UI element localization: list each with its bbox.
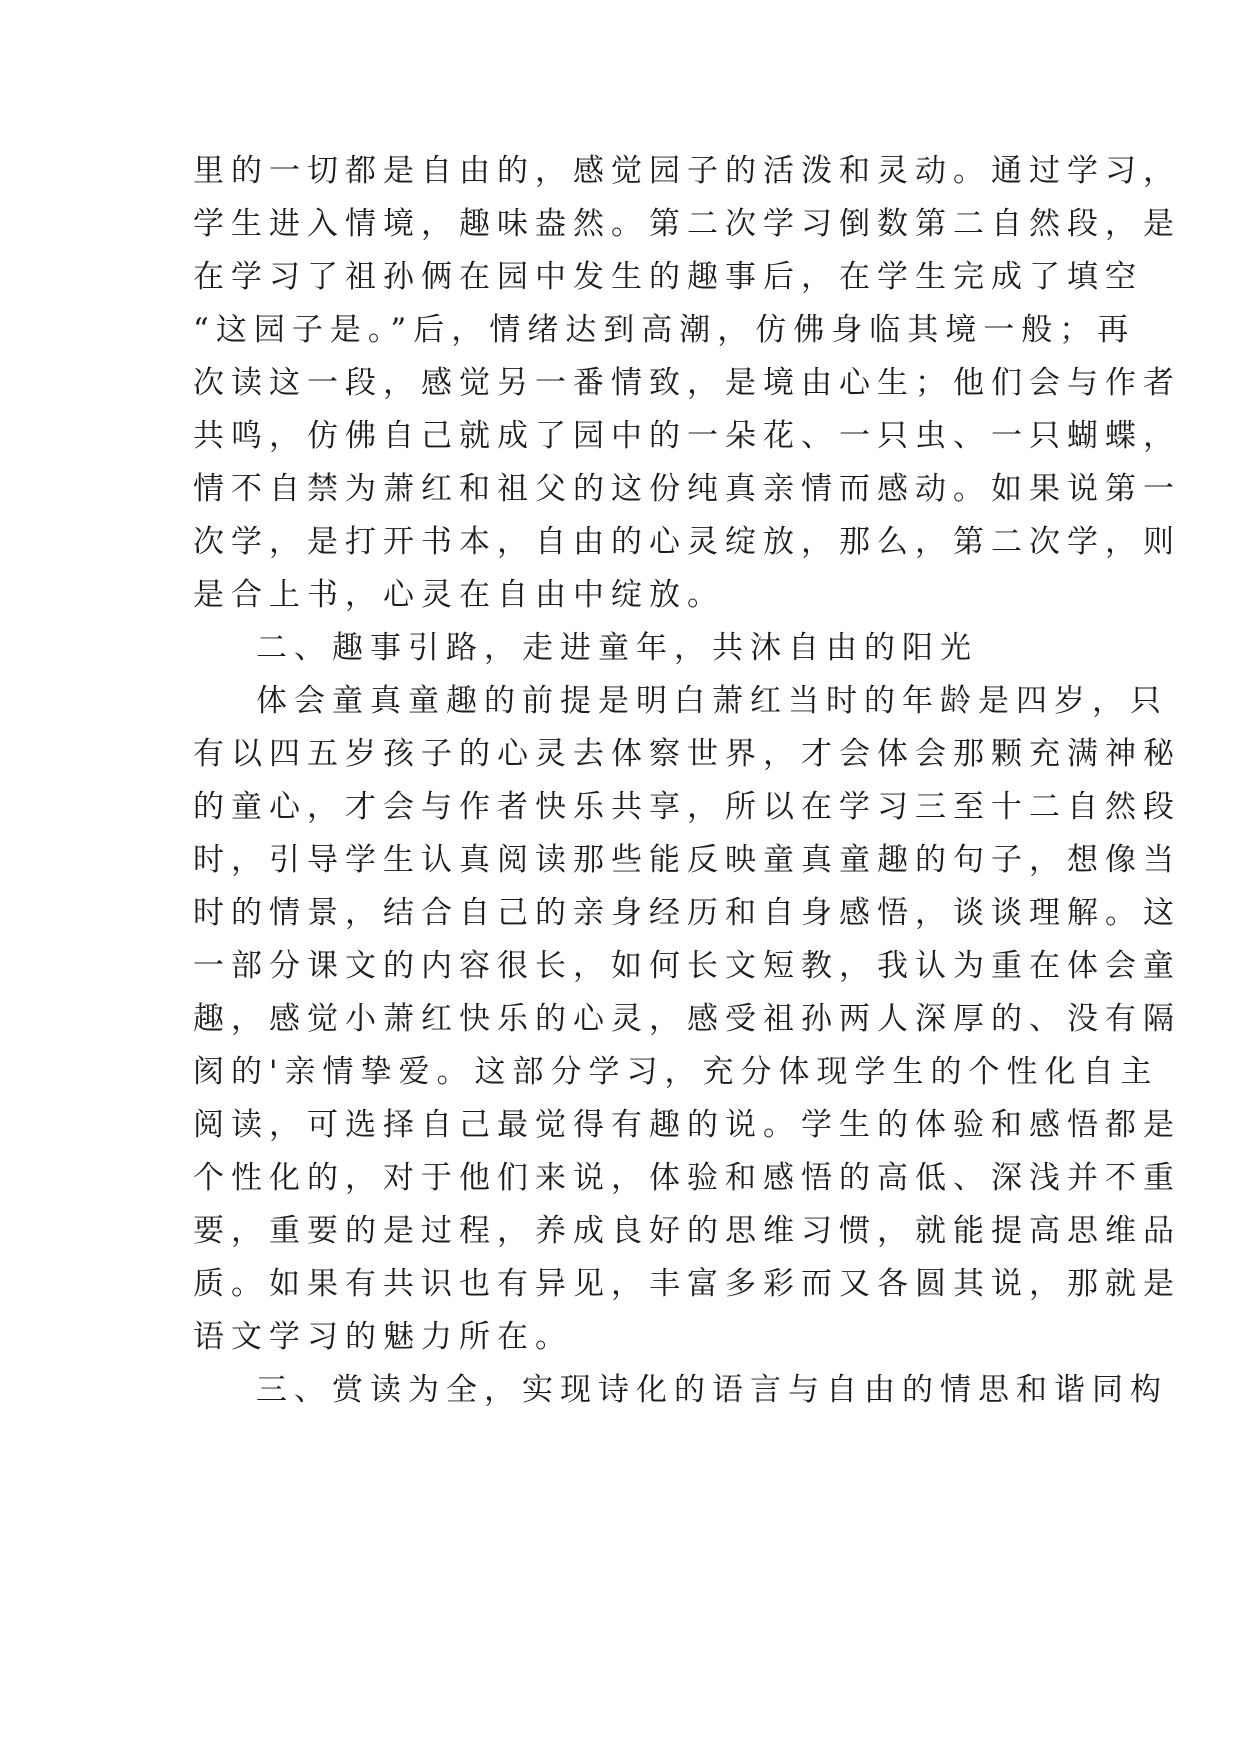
text-line: 共鸣，仿佛自己就成了园中的一朵花、一只虫、一只蝴蝶， [193,418,1181,454]
text-line: 个性化的，对于他们来说，体验和感悟的高低、深浅并不重 [193,1160,1181,1196]
text-line: 阂的'亲情挚爱。这部分学习，充分体现学生的个性化自主 [193,1054,1159,1090]
text-line: 在学习了祖孙俩在园中发生的趣事后，在学生完成了填空 [193,259,1143,295]
text-line: 要，重要的是过程，养成良好的思维习惯，就能提高思维品 [193,1213,1181,1249]
text-line: 学生进入情境，趣味盎然。第二次学习倒数第二自然段，是 [193,206,1181,242]
text-line: 体会童真童趣的前提是明白萧红当时的年龄是四岁，只 [256,683,1168,719]
text-line: “这园子是。”后，情绪达到高潮，仿佛身临其境一般；再 [193,312,1136,348]
text-line: 次学，是打开书本，自由的心灵绽放，那么，第二次学，则 [193,524,1181,560]
text-line: 有以四五岁孩子的心灵去体察世界，才会体会那颗充满神秘 [193,736,1181,772]
text-line: 情不自禁为萧红和祖父的这份纯真亲情而感动。如果说第一 [193,471,1181,507]
section-heading: 二、趣事引路，走进童年，共沐自由的阳光 [256,630,978,666]
text-line: 时的情景，结合自己的亲身经历和自身感悟，谈谈理解。这 [193,895,1181,931]
text-line: 的童心，才会与作者快乐共享，所以在学习三至十二自然段 [193,789,1181,825]
text-line: 里的一切都是自由的，感觉园子的活泼和灵动。通过学习， [193,153,1181,189]
text-line: 阅读，可选择自己最觉得有趣的说。学生的体验和感悟都是 [193,1107,1181,1143]
text-line: 次读这一段，感觉另一番情致，是境由心生；他们会与作者 [193,365,1181,401]
text-line: 时，引导学生认真阅读那些能反映童真童趣的句子，想像当 [193,842,1181,878]
text-line: 是合上书，心灵在自由中绽放。 [193,577,725,613]
text-line: 趣，感觉小萧红快乐的心灵，感受祖孙两人深厚的、没有隔 [193,1001,1181,1037]
text-line: 一部分课文的内容很长，如何长文短教，我认为重在体会童 [193,948,1181,984]
text-line: 质。如果有共识也有异见，丰富多彩而又各圆其说，那就是 [193,1266,1181,1302]
text-line: 语文学习的魅力所在。 [193,1319,573,1355]
section-heading: 三、赏读为全，实现诗化的语言与自由的情思和谐同构 [256,1372,1168,1408]
